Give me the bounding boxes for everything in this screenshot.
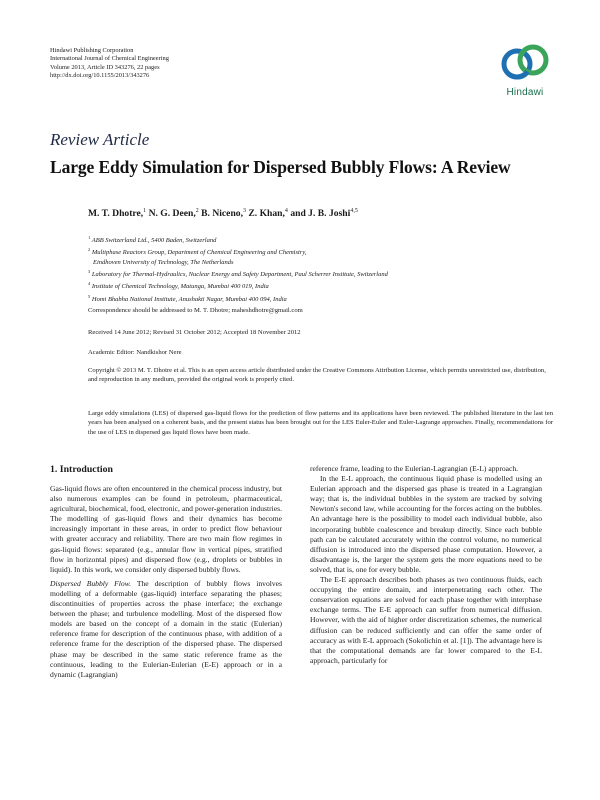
author-name: and J. B. Joshi bbox=[287, 208, 351, 220]
affiliation-mark: 3 bbox=[88, 268, 91, 274]
author-affiliation-mark: 2 bbox=[195, 208, 199, 214]
affiliation bbox=[88, 292, 388, 304]
copyright-notice: Copyright © 2013 M. T. Dhotre et al. This is an open access article distributed under the Creative Commons Attribution License, which permits unrestricted use, distribution, and reproduction in any medium, provided the original work is properly cited. bbox=[88, 367, 546, 384]
affiliation-mark: 2 bbox=[88, 247, 91, 253]
affiliation-text: Laboratory for Thermal-Hydraulics, Nuclear Energy and Safety Department, Paul Scherrer Institute, Switzerland bbox=[91, 271, 388, 279]
author-name: B. Niceno, bbox=[198, 208, 243, 220]
affiliation-text: ABB Switzerland Ltd., 5400 Baden, Switzerland bbox=[91, 237, 217, 245]
correspondence: Correspondence should be addressed to M. T. Dhotre; maheshdhotre@gmail.com bbox=[88, 307, 303, 314]
journal-info bbox=[50, 47, 169, 81]
journal-name: International Journal of Chemical Engineering bbox=[50, 55, 169, 63]
affiliation-text: Multiphase Reactors Group, Department of Chemical Engineering and Chemistry, bbox=[91, 249, 307, 257]
body-column-left bbox=[50, 464, 282, 680]
affiliation-text: Eindhoven University of Technology, The Netherlands bbox=[93, 258, 234, 266]
author-name: M. T. Dhotre, bbox=[88, 208, 144, 220]
affiliation bbox=[88, 267, 388, 279]
affiliation-text: Institute of Chemical Technology, Matunga, Mumbai 400 019, India bbox=[91, 283, 269, 291]
academic-editor: Academic Editor: Nandkishor Nere bbox=[88, 349, 182, 356]
abstract: Large eddy simulations (LES) of dispersed gas-liquid flows for the prediction of flow patterns and its applications have been reviewed. The published literature in the last ten years has been analysed on a coherent basis, and the present status has been brought out for the LES Euler-Euler and Euler-Lagrange approaches. Finally, recommendations for the use of LES in dispersed gas liquid flows have been made. bbox=[88, 410, 553, 436]
hindawi-logo-icon bbox=[500, 42, 550, 84]
hindawi-logo bbox=[494, 42, 556, 104]
affiliation bbox=[88, 245, 388, 257]
author-list bbox=[88, 208, 358, 219]
article-title: Large Eddy Simulation for Dispersed Bubbly Flows: A Review bbox=[50, 157, 511, 177]
doi-link[interactable]: http://dx.doi.org/10.1155/2013/343276 bbox=[50, 72, 150, 80]
author-affiliation-mark: 1 bbox=[143, 208, 147, 214]
affiliation-mark: 5 bbox=[88, 293, 91, 299]
author-name: N. G. Deen, bbox=[146, 208, 196, 220]
author-name: Z. Khan, bbox=[245, 208, 285, 220]
affiliation-mark: 4 bbox=[88, 281, 91, 287]
affiliation-text: Homi Bhabha National Institute, Anushakti Nagar, Mumbai 400 094, India bbox=[91, 295, 287, 303]
publisher-name: Hindawi Publishing Corporation bbox=[50, 47, 134, 54]
body-paragraph: The E-E approach describes both phases as two continuous fluids, each occupying the entire domain, and interpenetrating each other. The conservation equations are solved for each phase together with interphase exchange terms. The E-E approach can suffer from numerical diffusion. However, with the aid of higher order discretization schemes, the numerical diffusion can be reduced sufficiently and can offer the same order of accuracy as with E-L approach (Sokolichin et al. [1]). The advantage here is that the computational demands are far lower compared to the E-L approach, particularly for bbox=[310, 575, 542, 665]
body-paragraph bbox=[50, 579, 282, 680]
dates: Received 14 June 2012; Revised 31 October 2012; Accepted 18 November 2012 bbox=[88, 329, 301, 336]
body-paragraph: reference frame, leading to the Eulerian-Lagrangian (E-L) approach. bbox=[310, 464, 519, 473]
affiliation bbox=[88, 233, 388, 245]
affiliation-list bbox=[88, 233, 388, 304]
hindawi-logo-text: Hindawi bbox=[506, 87, 544, 98]
article-type: Review Article bbox=[50, 130, 150, 149]
author-affiliation-mark: 3 bbox=[242, 208, 246, 214]
paragraph-text: The description of bubbly flows involves modelling of a deformable (gas-liquid) interface separating the phases; discontinuities of properties across the phase interface; the exchange between the phase; and turbulence modelling. Most of the dispersed flow models are based on the concept of a domain in the static (Eulerian) reference frame for description of the continuous phase, with addition of a reference frame for the description of the dispersed phase. The dispersed phase may be described in the same static reference frame as the continuous, leading to the Eulerian-Eulerian (E-E) approach or in a dynamic (Lagrangian) bbox=[50, 578, 282, 679]
volume-info: Volume 2013, Article ID 343276, 22 pages bbox=[50, 63, 160, 71]
affiliation bbox=[88, 279, 388, 291]
affiliation bbox=[88, 258, 388, 267]
paragraph-runin-heading: Dispersed Bubbly Flow. bbox=[50, 578, 132, 588]
section-heading: 1. Introduction bbox=[50, 464, 113, 475]
author-affiliation-mark: 4,5 bbox=[350, 208, 358, 214]
body-column-right bbox=[310, 464, 542, 666]
affiliation-mark: 1 bbox=[88, 235, 91, 240]
body-paragraph: Gas-liquid flows are often encountered in the chemical process industry, but also numerous examples can be found in petroleum, pharmaceutical, agricultural, biochemical, food, electronic, and power-generation industries. The modelling of gas-liquid flows and their dynamics has become increasingly important in these areas, in order to predict flow behaviour with greater accuracy and reliability. There are two main flow regimes in gas-liquid flows: separated (e.g., annular flow in vertical pipes, stratified flow in horizontal pipes) and dispersed flow (e.g., droplets or bubbles in liquid). In this work, we consider only dispersed bubbly flows. bbox=[50, 484, 282, 574]
body-paragraph: In the E-L approach, the continuous liquid phase is modelled using an Eulerian approach and the dispersed gas phase is treated in a Lagrangian way; that is, the individual bubbles in the system are tracked by solving Newton's second law, while accounting for the forces acting on the bubbles. An advantage here is the possibility to model each individual bubble, also incorporating bubble coalescence and breakup directly. Since each bubble path can be calculated accurately within the control volume, no numerical diffusion is introduced into the dispersed phase computation. However, a disadvantage is, the larger the system gets the more equations need to be solved, that is, one for every bubble. bbox=[310, 474, 542, 574]
author-affiliation-mark: 4 bbox=[284, 208, 288, 214]
